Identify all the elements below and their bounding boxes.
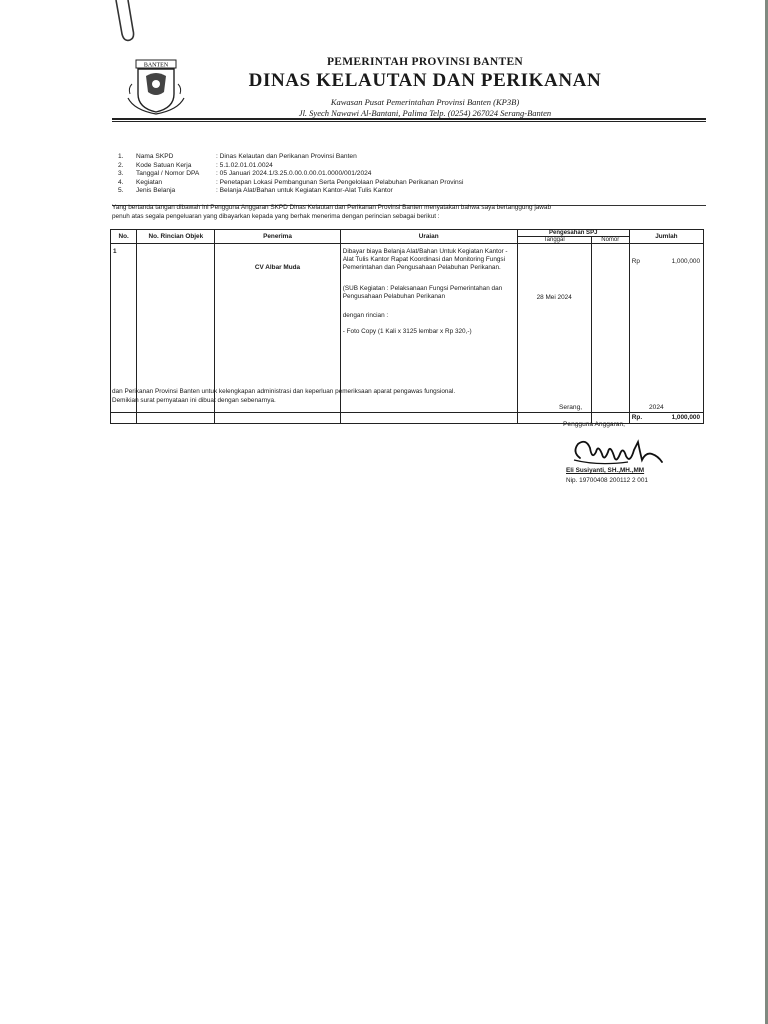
svg-text:BANTEN: BANTEN: [143, 62, 169, 69]
total-amount: 1,000,000: [671, 414, 700, 421]
cell-tanggal: 28 Mei 2024: [517, 244, 591, 413]
uraian-rincian-item: - Foto Copy (1 Kali x 3125 lembar x Rp 320,-): [342, 327, 472, 335]
header-rincian: No. Rincian Objek: [137, 230, 215, 244]
info-row: [118, 170, 708, 179]
agency-name: DINAS KELAUTAN DAN PERIKANAN: [248, 70, 602, 91]
closing-text: [112, 388, 712, 406]
info-label: Kegiatan: [136, 178, 163, 186]
info-row: [118, 153, 708, 162]
info-number: 4.: [118, 178, 124, 186]
uraian-rincian-label: dengan rincian :: [342, 311, 389, 319]
info-value: : Penetapan Lokasi Pembangunan Serta Pengelolaan Pelabuhan Perikanan Provinsi: [216, 178, 464, 186]
total-empty-cell: [137, 413, 215, 424]
cell-no: 1: [111, 244, 137, 413]
banten-emblem-icon: [124, 58, 186, 116]
closing-line-2: Demikian surat pernyataan ini dibuat dengan sebenarnya.: [112, 396, 276, 404]
info-label: Kode Satuan Kerja: [136, 161, 192, 169]
info-number: 3.: [118, 170, 124, 178]
signature-year: 2024: [649, 404, 664, 411]
skpd-info-list: [118, 153, 708, 196]
statement-line-1: Yang bertanda tangan dibawah ini Pengguna Anggaran SKPD Dinas Kelautan dan Perikanan Provinsi Banten menyatakan bahwa saya bertanggung jawab: [112, 204, 552, 211]
amount-value: 1,000,000: [671, 258, 700, 265]
info-value: : 5.1.02.01.01.0024: [216, 161, 273, 169]
header-nomor: Nomor: [591, 237, 629, 244]
total-empty-cell: [340, 413, 517, 424]
header-pengesahan: Pengesahan SPJ: [517, 230, 629, 237]
address-line-1: Kawasan Pusat Pemerintahan Provinsi Banten (KP3B): [330, 97, 520, 107]
cell-penerima: CV Albar Muda: [215, 244, 340, 413]
total-empty-cell: [111, 413, 137, 424]
info-number: 5.: [118, 187, 124, 195]
info-row: [118, 187, 708, 196]
info-value: : Dinas Kelautan dan Perikanan Provinsi Banten: [216, 153, 357, 160]
total-empty-cell: [215, 413, 340, 424]
info-value: : Belanja Alat/Bahan untuk Kegiatan Kantor-Alat Tulis Kantor: [216, 187, 393, 195]
total-currency: Rp.: [631, 414, 643, 421]
signatory-title: Pengguna Anggaran,: [563, 421, 625, 428]
info-label: Nama SKPD: [136, 153, 174, 160]
header-jumlah: Jumlah: [629, 230, 703, 244]
signatory-nip: Nip. 19700408 200112 2 001: [566, 477, 648, 484]
handwritten-signature: [568, 432, 666, 472]
signatory-name: Eli Susiyanti, SH.,MH.,MM: [566, 467, 645, 474]
info-value: : 05 Januari 2024.1/3.25.0.00.0.00.01.0000/001/2024: [216, 170, 372, 178]
letterhead-divider: [112, 118, 706, 120]
header-tanggal: Tanggal: [517, 237, 591, 244]
header-penerima: Penerima: [215, 230, 340, 244]
info-label: Jenis Belanja: [136, 187, 176, 195]
header-no: No.: [111, 230, 137, 244]
table-header-row: [111, 230, 704, 237]
uraian-sub-kegiatan: (SUB Kegiatan : Pelaksanaan Fungsi Pemerintahan dan Pengusahaan Pelabuhan Perikanan: [342, 285, 503, 301]
letterhead-divider-thin: [112, 121, 706, 122]
info-number: 1.: [118, 153, 124, 160]
info-row: [118, 162, 708, 171]
address-line-2: Jl. Syech Nawawi Al-Bantani, Palima Telp. (0254) 267024 Serang-Banten: [298, 108, 552, 118]
info-number: 2.: [118, 161, 124, 169]
responsibility-statement: [112, 203, 712, 222]
closing-line-1: dan Perikanan Provinsi Banten untuk kelengkapan administrasi dan keperluan pemeriksaan aparat pengawas fungsional.: [112, 388, 456, 395]
header-uraian: Uraian: [340, 230, 517, 244]
statement-line-2: penuh atas segala pengeluaran yang dibayarkan kepada yang berhak menerima dengan perincian sebagai berikut :: [112, 213, 440, 221]
uraian-description: Dibayar biaya Belanja Alat/Bahan Untuk Kegiatan Kantor - Alat Tulis Kantor Rapat Koordinasi dan Monitoring Fungsi Pemerintahan dan Pengusahaan Pelabuhan Perikanan.: [342, 248, 508, 271]
currency-label: Rp: [631, 258, 640, 265]
signature-place: Serang,: [559, 404, 583, 411]
info-label: Tanggal / Nomor DPA: [136, 170, 200, 178]
paper-clip-icon: [112, 0, 138, 46]
info-row: [118, 179, 708, 188]
government-name: PEMERINTAH PROVINSI BANTEN: [326, 56, 524, 68]
total-cell: [629, 413, 703, 424]
